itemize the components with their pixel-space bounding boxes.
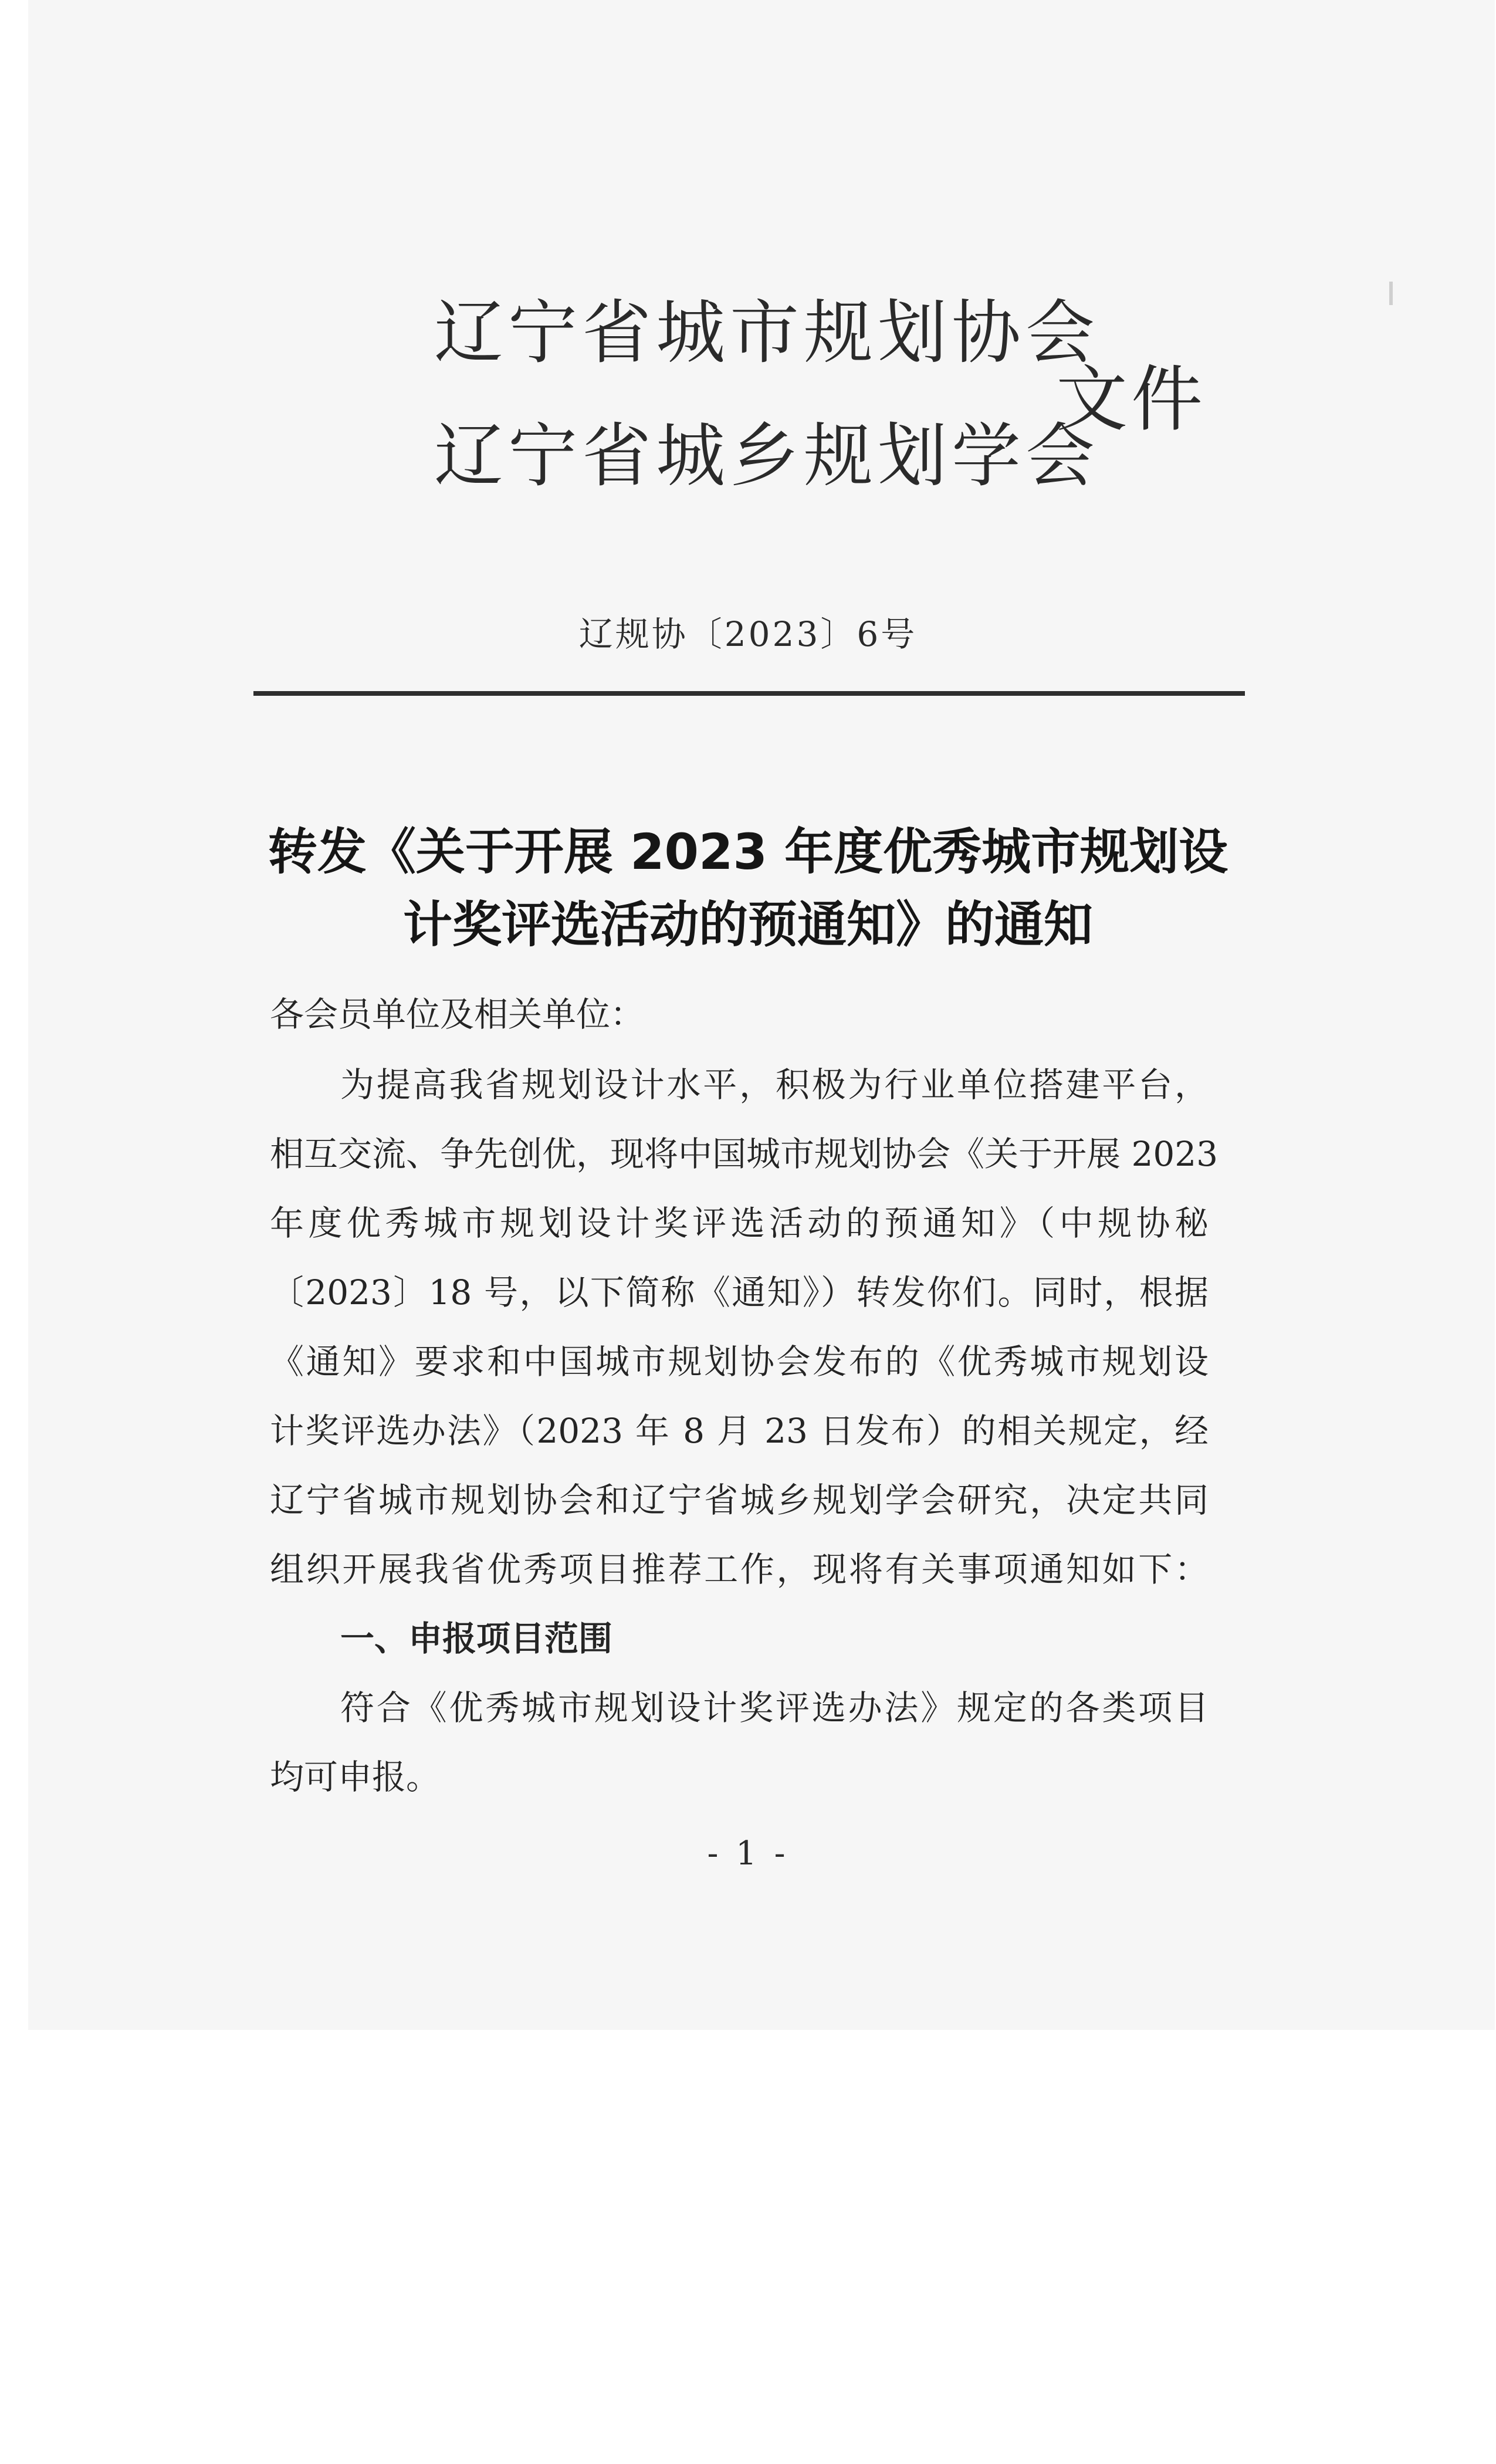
issuer-name-1: 辽宁省城市规划协会 <box>434 292 1100 373</box>
header-divider <box>253 691 1245 696</box>
paragraph-1-line: 《通知》要求和中国城市规划协会发布的《优秀城市规划设 <box>270 1342 1209 1382</box>
scan-mark <box>1389 282 1393 305</box>
document-type-label: 文件 <box>1056 358 1206 441</box>
page-number: - 1 - <box>707 1835 789 1873</box>
paragraph-1-line: 〔2023〕18 号，以下简称《通知》）转发你们。同时，根据 <box>270 1272 1209 1312</box>
letterhead <box>434 276 1255 522</box>
paragraph-1-line: 相互交流、争先创优，现将中国城市规划协会《关于开展 2023 <box>270 1134 1219 1174</box>
title-line-2: 计奖评选活动的预通知》的通知 <box>402 896 1093 953</box>
document-number: 辽规协〔2023〕6号 <box>578 614 918 654</box>
paragraph-1-line: 组织开展我省优秀项目推荐工作，现将有关事项通知如下： <box>270 1549 1209 1589</box>
paragraph-1-line: 为提高我省规划设计水平，积极为行业单位搭建平台， <box>340 1065 1209 1105</box>
issuer-name-2: 辽宁省城乡规划学会 <box>434 415 1100 496</box>
paragraph-2-line: 符合《优秀城市规划设计奖评选办法》规定的各类项目 <box>340 1688 1209 1728</box>
salutation: 各会员单位及相关单位： <box>270 994 645 1034</box>
section-heading: 一、申报项目范围 <box>340 1619 613 1659</box>
document-title <box>0 815 1496 961</box>
paragraph-2-line: 均可申报。 <box>270 1757 441 1797</box>
title-line-1: 转发《关于开展 2023 年度优秀城市规划设 <box>268 823 1228 881</box>
paragraph-1-line: 计奖评选办法》（2023 年 8 月 23 日发布）的相关规定，经 <box>270 1411 1209 1451</box>
paragraph-1-line: 年度优秀城市规划设计奖评选活动的预通知》（中规协秘 <box>270 1203 1209 1243</box>
paragraph-1-line: 辽宁省城市规划协会和辽宁省城乡规划学会研究，决定共同 <box>270 1480 1209 1520</box>
